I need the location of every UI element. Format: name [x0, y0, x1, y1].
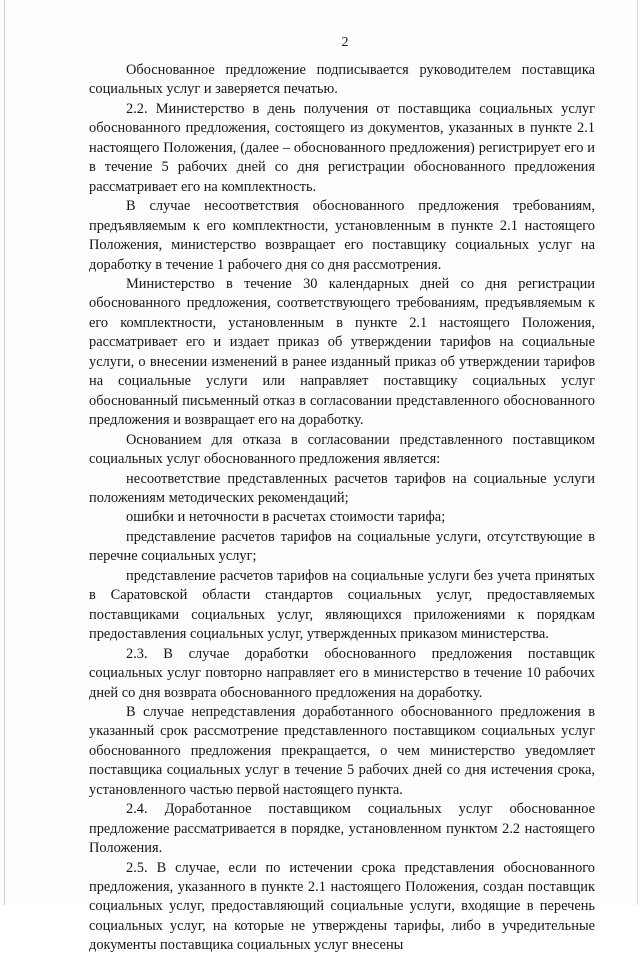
paragraph-signature: Обоснованное предложение подписывается руководителем поставщика социальных услуг и заверяется печатью.: [89, 62, 595, 98]
list-item-methodology: несоответствие представленных расчетов тарифов на социальные услуги положениям методических рекомендаций;: [89, 470, 595, 506]
document-body: [89, 61, 595, 956]
paragraph-2-5: 2.5. В случае, если по истечении срока представления обоснованного предложения, указанного в пункте 2.1 настоящего Положения, создан поставщик социальных услуг, предоставляющий социальные услуги, входящие в перечень социальных услуг, на которые не утверждены тарифы, либо в учредительные документы поставщика социальных услуг внесены: [89, 859, 595, 954]
list-item-missing-services: представление расчетов тарифов на социальные услуги, отсутствующие в перечне социальных услуг;: [89, 528, 595, 565]
scan-edge-right: [637, 0, 638, 905]
paragraph-non-submission: В случае непредставления доработанного обоснованного предложения в указанный срок рассмотрение представленного поставщиком социальных услуг обоснованного предложения прекращается, о чем министерство уведомляет поставщика социальных услуг в течение 5 рабочих дней со дня истечения срока, установленного частью первой настоящего пункта.: [89, 703, 595, 798]
list-item-errors: ошибки и неточности в расчетах стоимости тарифа;: [126, 509, 446, 526]
paragraph-2-4: 2.4. Доработанное поставщиком социальных услуг обоснованное предложение рассматривается в порядке, установленном пунктом 2.2 настоящего Положения.: [89, 801, 595, 857]
paragraph-2-3: 2.3. В случае доработки обоснованного предложения поставщик социальных услуг повторно направляет его в министерство в течение 10 рабочих дней со дня возврата обоснованного предложения на доработку.: [89, 645, 595, 701]
list-item-standards: представление расчетов тарифов на социальные услуги без учета принятых в Саратовской области стандартов социальных услуг, предоставляемых поставщиками социальных услуг, являющихся приложениями к порядкам предоставления социальных услуг, утвержденных приказом министерства.: [89, 567, 595, 643]
paragraph-refusal-grounds: Основанием для отказа в согласовании представленного поставщиком социальных услуг обоснованного предложения является:: [89, 431, 595, 468]
paragraph-30-days: Министерство в течение 30 календарных дней со дня регистрации обоснованного предложения, соответствующего требованиям, предъявляемым к его комплектности, установленным в пункте 2.1 настоящего Положения, рассматривает его и издает приказ об утверждении тарифов на социальные услуги, о внесении изменений в ранее изданный приказ об утверждении тарифов на социальные услуги или направляет поставщику социальных услуг обоснованный письменный отказ в согласовании представленного обоснованного предложения и возвращает его на доработку.: [89, 275, 595, 429]
paragraph-2-2: 2.2. Министерство в день получения от поставщика социальных услуг обоснованного предложения, состоящего из документов, указанных в пункте 2.1 настоящего Положения, (далее – обоснованного предложения) регистрирует его и в течение 5 рабочих дней со дня регистрации обоснованного предложения рассматривает его на комплектность.: [89, 100, 595, 195]
scan-edge-left: [4, 0, 5, 905]
page-number: 2: [341, 35, 349, 50]
paragraph-nonconformity: В случае несоответствия обоснованного предложения требованиям, предъявляемым к его комплектности, установленным в пункте 2.1 настоящего Положения, министерство возвращает его поставщику социальных услуг на доработку в течение 1 рабочего дня со дня рассмотрения.: [89, 198, 595, 273]
